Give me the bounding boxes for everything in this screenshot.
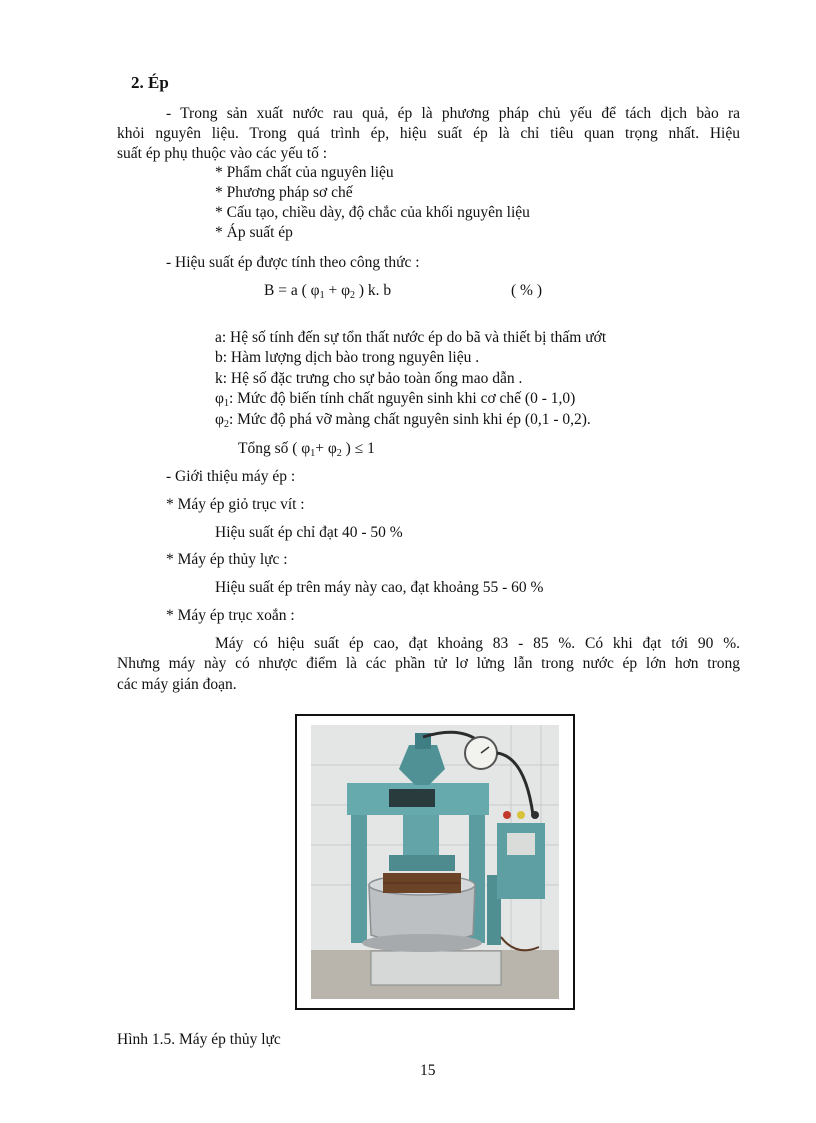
factor-item: * Phương pháp sơ chế (215, 184, 353, 201)
factor-item: * Áp suất ép (215, 224, 293, 241)
page-number: 15 (420, 1062, 436, 1079)
factor-item: * Cấu tạo, chiều dày, độ chắc của khối nguyên liệu (215, 204, 530, 221)
definition-phi1: $\varphi_1$: Mức độ biến tính chất nguyên sinh khi cơ chế (0 - 1,0) (215, 390, 576, 409)
factor-item: * Phẩm chất của nguyên liệu (215, 164, 394, 181)
formula-unit: ( % ) (511, 282, 542, 299)
section-heading: 2. Ép (131, 73, 169, 92)
machine-1-desc: Hiệu suất ép chỉ đạt 40 - 50 % (215, 524, 403, 541)
intro-line-3: suất ép phụ thuộc vào các yếu tố : (117, 145, 328, 162)
figure-caption: Hình 1.5. Máy ép thủy lực (117, 1031, 281, 1048)
formula-expression: B = a ( $\varphi_1 + \varphi_2$ ) k. b (264, 282, 392, 301)
sum-constraint: Tổng số ( $\varphi_1+ \varphi_2$ ) ≤ 1 (238, 440, 375, 459)
machine-2-desc: Hiệu suất ép trên máy này cao, đạt khoảng 55 - 60 % (215, 579, 544, 596)
machine-1-title: * Máy ép giỏ trục vít : (166, 496, 305, 513)
hydraulic-press-illustration (311, 725, 559, 999)
figure-frame (295, 714, 575, 1010)
machines-intro: - Giới thiệu máy ép : (166, 468, 296, 485)
definition-b: b: Hàm lượng dịch bào trong nguyên liệu . (215, 349, 480, 366)
formula-intro: - Hiệu suất ép được tính theo công thức : (166, 254, 420, 271)
machine-3-title: * Máy ép trục xoắn : (166, 607, 295, 624)
intro-line-1: - Trong sản xuất nước rau quả, ép là phương pháp chủ yếu để tách dịch bào ra (166, 105, 740, 122)
definition-phi2: $\varphi_2$: Mức độ phá vỡ màng chất nguyên sinh khi ép (0,1 - 0,2). (215, 411, 591, 430)
machine-3-line-2: Nhưng máy này có nhược điểm là các phần tử lơ lửng lẫn trong nước ép lớn hơn trong (117, 655, 740, 672)
definition-k: k: Hệ số đặc trưng cho sự bảo toàn ống mao dẫn . (215, 370, 523, 387)
hydraulic-press-photo (311, 725, 559, 999)
machine-3-line-1: Máy có hiệu suất ép cao, đạt khoảng 83 - 85 %. Có khi đạt tới 90 %. (215, 635, 740, 652)
definition-a: a: Hệ số tính đến sự tổn thất nước ép do bã và thiết bị thấm ướt (215, 329, 607, 346)
machine-2-title: * Máy ép thủy lực : (166, 551, 288, 568)
machine-3-line-3: các máy gián đoạn. (117, 676, 237, 693)
intro-line-2: khỏi nguyên liệu. Trong quá trình ép, hiệu suất ép là chỉ tiêu quan trọng nhất. Hiệu (117, 125, 740, 142)
